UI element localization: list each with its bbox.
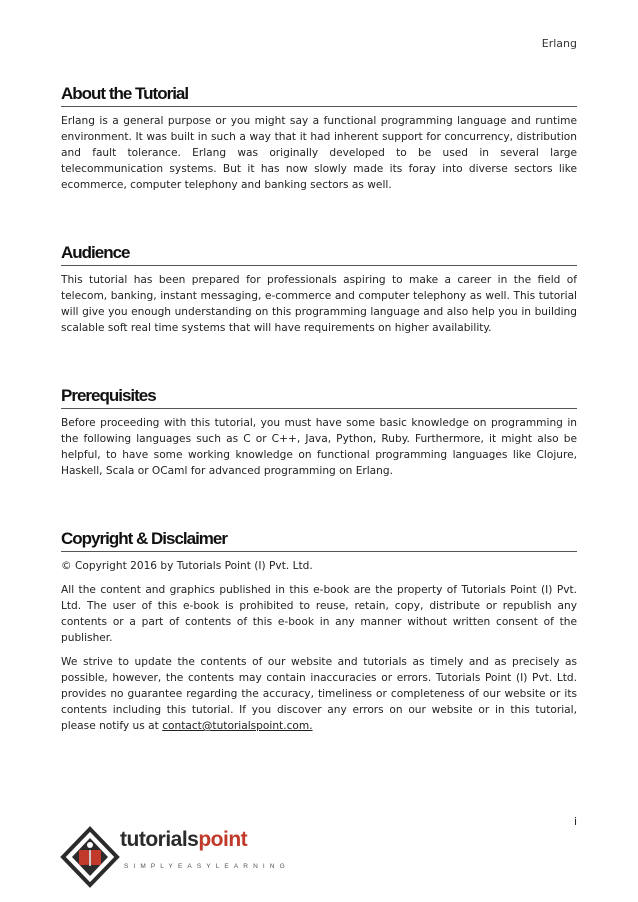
logo-tagline: SIMPLYEASYLEARNING [124, 863, 290, 870]
section-heading: Audience [61, 243, 577, 266]
section-paragraph: This tutorial has been prepared for professionals aspiring to make a career in the field of telecom, banking, instant messaging, e-commerce and computer telephony as well. This tutorial will give you enough understanding on this programming language and also help you in building scalable soft real time systems that will have requirements on higher availability. [61, 274, 577, 334]
section-heading: Copyright & Disclaimer [61, 529, 577, 552]
logo-word-point: point [198, 828, 248, 851]
paragraph-text: We strive to update the contents of our website and tutorials as timely and as precisely as possible, however, the contents may contain inaccuracies or errors. Tutorials Point (I) Pvt. Ltd. provides no guarantee regarding the accuracy, timeliness or completeness of our website or its contents including this tutorial. If you discover any errors on our website or in this tutorial, please notify us at [61, 656, 577, 732]
section-prerequisites [61, 386, 577, 479]
section-audience [61, 243, 577, 336]
contact-email-link[interactable]: contact@tutorialspoint.com. [162, 720, 313, 732]
section-heading: About the Tutorial [61, 84, 577, 107]
logo-word-tutorials: tutorials [120, 828, 199, 851]
page-number: i [573, 815, 577, 828]
section-paragraph: Erlang is a general purpose or you might say a functional programming language and runtime environment. It was built in such a way that it had inherent support for concurrency, distribution and fault tolerance. Erlang was originally developed to be used in several large telecommunication systems. But it has now slowly made its foray into diverse sectors like ecommerce, computer telephony and banking sectors as well. [61, 115, 577, 191]
logo-wordmark [120, 828, 247, 852]
section-paragraph: © Copyright 2016 by Tutorials Point (I) Pvt. Ltd. [61, 560, 313, 572]
section-paragraph: All the content and graphics published in this e-book are the property of Tutorials Point (I) Pvt. Ltd. The user of this e-book is prohibited to reuse, retain, copy, distribute or republish any contents or a part of contents of this e-book in any manner without written consent of the publisher. [61, 584, 577, 644]
tutorialspoint-logo [60, 826, 290, 888]
section-paragraph [61, 654, 577, 734]
section-paragraph: Before proceeding with this tutorial, you must have some basic knowledge on programming in the following languages such as C or C++, Java, Python, Ruby. Furthermore, it might also be helpful, to have some working knowledge on functional programming languages like Clojure, Haskell, Scala or OCaml for advanced programming on Erlang. [61, 417, 577, 477]
tutorialspoint-emblem-icon [60, 826, 120, 888]
page-header: Erlang [541, 37, 577, 50]
section-heading: Prerequisites [61, 386, 577, 409]
section-about [61, 84, 577, 193]
section-copyright [61, 529, 577, 734]
page-content [61, 84, 577, 742]
